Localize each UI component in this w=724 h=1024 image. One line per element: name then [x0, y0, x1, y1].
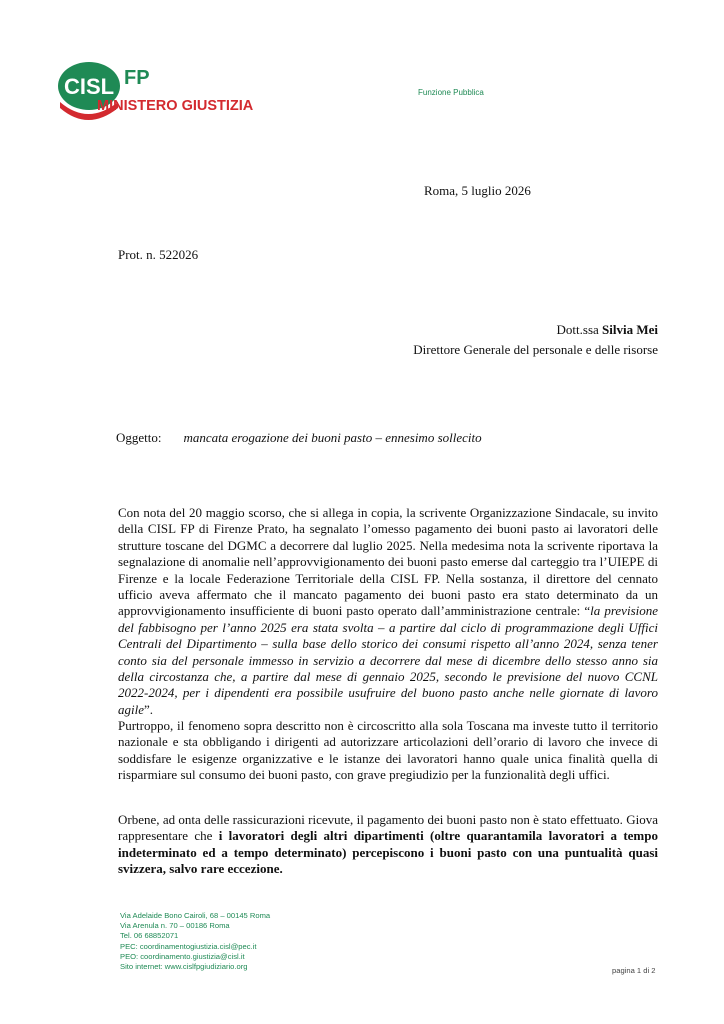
subject-label: Oggetto: [116, 430, 162, 445]
page-number: pagina 1 di 2 [612, 966, 656, 975]
paragraph-3-text: Orbene, ad onta delle rassicurazioni ricevute, il pagamento dei buoni pasto non è stato effettuato. Giova rappresentare che [118, 812, 658, 844]
footer-address-1: Via Adelaide Bono Cairoli, 68 – 00145 Roma [120, 911, 271, 920]
footer-address-2: Via Arenula n. 70 – 00186 Roma [120, 921, 230, 931]
footer-website: Sito internet: www.cislfpgiudiziario.org [120, 962, 248, 972]
subject-line [116, 430, 482, 446]
protocol-number: Prot. n. 522026 [118, 247, 199, 262]
paragraph-3 [118, 812, 658, 878]
recipient-name: Silvia Mei [602, 322, 658, 337]
footer-phone: Tel. 06 68852071 [120, 931, 179, 941]
logo-subtitle: MINISTERO GIUSTIZIA [97, 98, 254, 114]
letter-date: Roma, 5 luglio 2026 [424, 183, 531, 198]
subject-text: mancata erogazione dei buoni pasto – ennesimo sollecito [183, 430, 482, 445]
paragraph-3-bold: i lavoratori degli altri dipartimenti (oltre quarantamila lavoratori a tempo indeterminato ed a tempo determinato) percepiscono i buoni pasto con una puntualità quasi svizzera, salvo rare eccezione [118, 828, 658, 877]
paragraph-1-text: Con nota del 20 maggio scorso, che si allega in copia, la scrivente Organizzazione Sindacale, su invito della CISL FP di Firenze Prato, ha segnalato l’omesso pagamento dei buoni pasto ai lavoratori delle strutture toscane del DGMC a decorrere dal luglio 2025. Nella medesima nota la scrivente riportava la segnalazione di anomalie nell’approvvigionamento dei buoni pasto emerse dal carteggio tra l’UIEPE di Firenze e la locale Federazione Territoriale della CISL FP. Nella sostanza, il direttore del cennato ufficio aveva affermato che il mancato pagamento dei buoni pasto era stato determinato da un approvvigionamento insufficiente di buoni pasto operato dall’amministrazione centrale: “ [118, 505, 658, 619]
recipient-title: Dott.ssa [556, 322, 603, 337]
paragraph-1 [118, 505, 658, 718]
tagline: Funzione Pubblica [418, 88, 484, 97]
logo-fp-text: FP [124, 67, 150, 89]
logo-cisl-text: CISL [63, 74, 115, 99]
footer-pec: PEC: coordinamentogiustizia.cisl@pec.it [120, 941, 257, 951]
paragraph-2: Purtroppo, il fenomeno sopra descritto non è circoscritto alla sola Toscana ma investe tutto il territorio nazionale e sta obbligando i dirigenti ad autorizzare articolazioni dell’orario di lavoro che invece di soddisfare le esigenze organizzative e le istanze dei lavoratori hanno quale unica finalità quella di risparmiare sul consumo dei buoni pasto, con grave pregiudizio per la funzionalità degli uffici. [118, 718, 658, 783]
footer-contacts [120, 911, 270, 972]
footer-peo: PEO: coordinamento.giustizia@cisl.it [120, 951, 245, 961]
cisl-fp-logo [56, 60, 296, 126]
paragraph-1-quote: la previsione del fabbisogno per l’anno 2025 era stata svolta – a partire dal ciclo di programmazione degli Uffici Centrali del Dipartimento – sulla base dello storico dei consumi rispetto all’anno 2024, senza tener conto sia del personale immesso in servizio a decorrere dal mese di dicembre dello stesso anno sia della circostanza che, a partire dal mese di gennaio 2025, secondo le previsione del nuovo CCNL 2022-2024, per i dipendenti era possibile usufruire del buono pasto anche nelle giornate di lavoro agile [118, 603, 659, 717]
recipient-block [382, 320, 658, 360]
recipient-name-line [382, 320, 658, 340]
paragraph-3-end: . [279, 861, 283, 877]
recipient-role: Direttore Generale del personale e delle risorse [413, 342, 658, 357]
paragraph-1-end: ”. [144, 701, 154, 717]
